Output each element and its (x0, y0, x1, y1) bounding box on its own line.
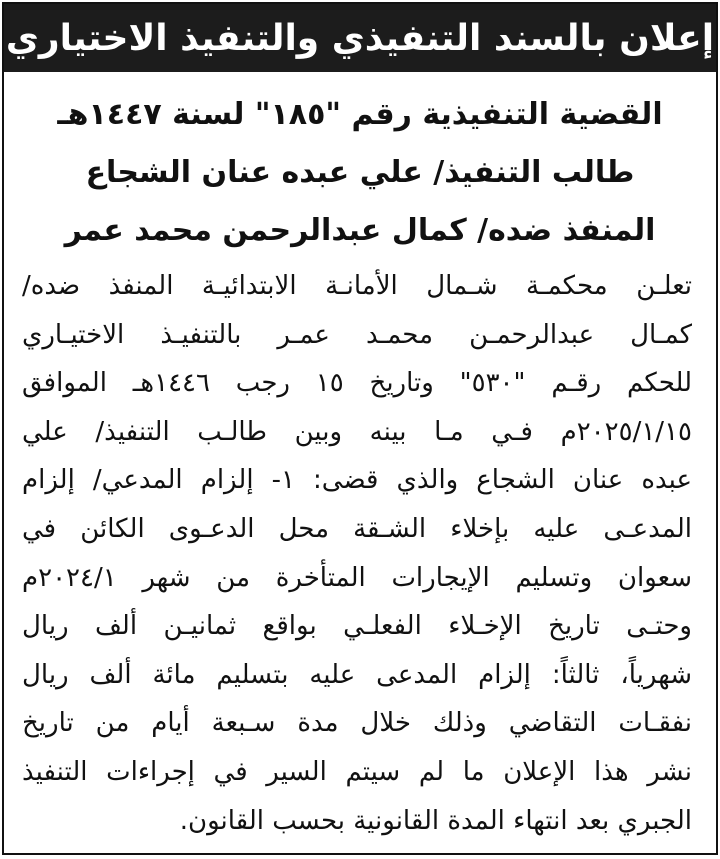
body-line: شهرياً، ثالثاً: إلزام المدعى عليه بتسليم مائة ألف ريال (22, 659, 692, 690)
body-line: كمـال عبدالرحمـن محمـد عمـر بالتنفيـذ الاختيـاري (22, 319, 692, 350)
body-line: تعلـن محكمـة شـمال الأمانـة الابتدائيـة المنفذ ضده/ (22, 271, 692, 301)
body-line: المدعـى عليه بإخلاء الشـقة محل الدعـوى الكائن في (22, 513, 692, 544)
body-line: وحتـى تاريخ الإخـلاء الفعلـي بواقع ثمانيـن ألف ريال (22, 611, 692, 642)
notice-headings (4, 72, 716, 260)
case-number-heading: القضية التنفيذية رقم "١٨٥" لسنة ١٤٤٧هـ (57, 97, 663, 132)
body-line: عبده عنان الشجاع والذي قضى: ١- إلزام المدعي/ إلزام (22, 465, 692, 496)
body-line: نفقـات التقاضي وذلك خلال مدة سـبعة أيام من تاريخ (22, 708, 692, 739)
body-line: سعوان وتسليم الإيجارات المتأخرة من شهر ٢٠٢٤/١م (22, 562, 692, 593)
body-line: نشر هذا الإعلان ما لم سيتم السير في إجراءات التنفيذ (22, 756, 692, 787)
body-line: ٢٠٢٥/١/١٥م فـي مـا بينه وبين طالـب التنفيذ/ علي (22, 416, 692, 447)
notice-title: إعلان بالسند التنفيذي والتنفيذ الاختياري (4, 4, 716, 72)
respondent-heading: المنفذ ضده/ كمال عبدالرحمن محمد عمر (64, 213, 656, 248)
applicant-heading: طالب التنفيذ/ علي عبده عنان الشجاع (85, 155, 635, 190)
notice-body (4, 262, 716, 845)
body-line: الجبري بعد انتهاء المدة القانونية بحسب القانون. (179, 805, 692, 836)
legal-notice (2, 2, 718, 855)
body-line: للحكم رقـم "٥٣٠" وتاريخ ١٥ رجب ١٤٤٦هـ الموافق (22, 368, 692, 399)
